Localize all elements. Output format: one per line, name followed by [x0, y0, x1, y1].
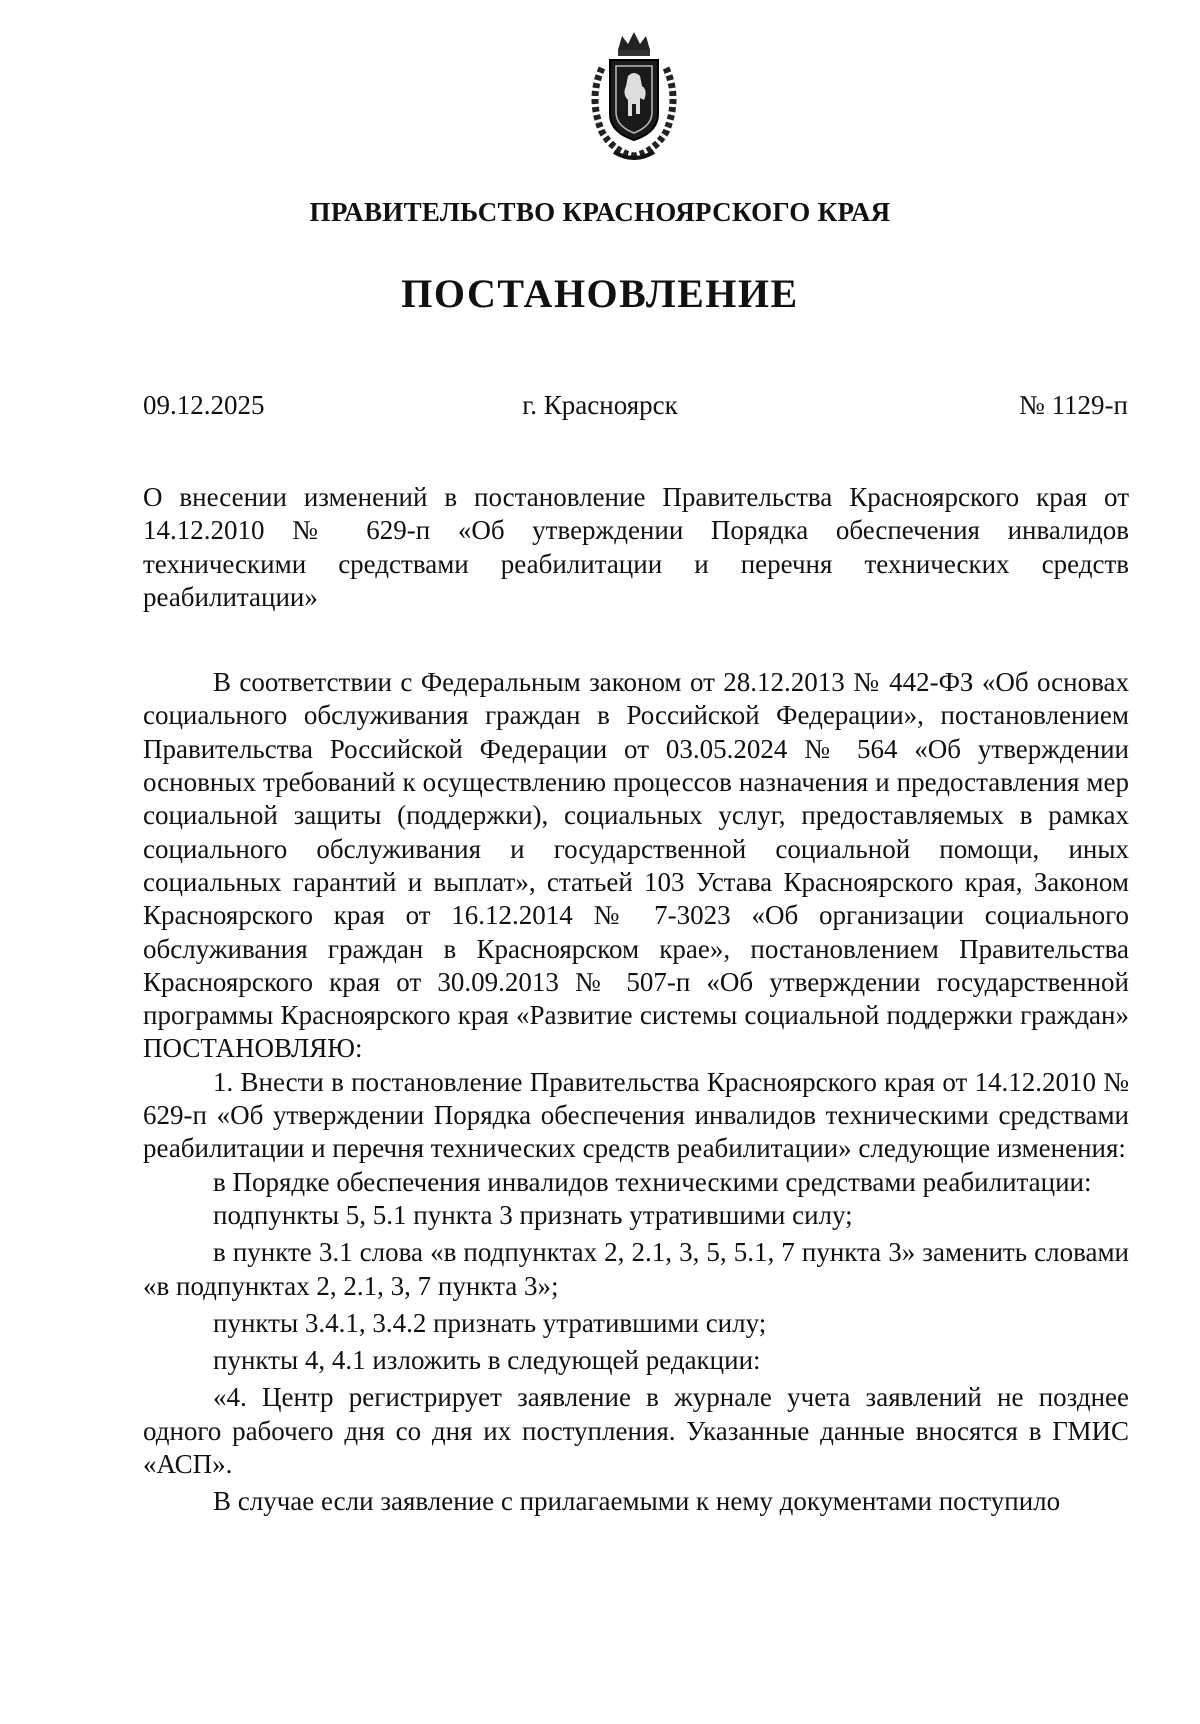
organization-name: ПРАВИТЕЛЬСТВО КРАСНОЯРСКОГО КРАЯ	[309, 197, 891, 227]
preamble-paragraph: В соответствии с Федеральным законом от 28.12.2013 № 442-ФЗ «Об основах социального обслуживания граждан в Российской Федерации», постановлением Правительства Российской Федерации от 03.05.2024 № 564 «Об утверждении основных требований к осуществлению процессов назначения и предоставления мер социальной защиты (поддержки), социальных услуг, предоставляемых в рамках социального обслуживания и государственной социальной помощи, иных социальных гарантий и выплат», статьей 103 Устава Красноярского края, Законом Красноярского края от 16.12.2014 № 7-3023 «Об организации социального обслуживания граждан в Красноярском крае», постановлением Правительства Красноярского края от 30.09.2013 № 507-п «Об утверждении государственной программы Красноярского края «Развитие системы социальной поддержки граждан» ПОСТАНОВЛЯЮ:	[143, 667, 1129, 1064]
coat-of-arms-emblem	[578, 28, 690, 168]
body-paragraph: 1. Внести в постановление Правительства Красноярского края от 14.12.2010 № 629-п «Об утверждении Порядка обеспечения инвалидов техническими средствами реабилитации и перечня технических средств реабилитации» следующие изменения:	[143, 1066, 1129, 1164]
document-city: г. Красноярск	[522, 390, 678, 420]
body-paragraph: пункты 4, 4.1 изложить в следующей редакции:	[213, 1345, 761, 1376]
body-paragraph: в пункте 3.1 слова «в подпунктах 2, 2.1, 3, 5, 5.1, 7 пункта 3» заменить словами «в подпунктах 2, 2.1, 3, 7 пункта 3»;	[143, 1237, 1129, 1301]
body-paragraph: «4. Центр регистрирует заявление в журнале учета заявлений не позднее одного рабочего дня со дня их поступления. Указанные данные вносятся в ГМИС «АСП».	[143, 1382, 1129, 1480]
document-number: № 1129-п	[1019, 390, 1128, 420]
body-paragraph: подпункты 5, 5.1 пункта 3 признать утратившими силу;	[213, 1199, 853, 1230]
document-title: О внесении изменений в постановление Правительства Красноярского края от 14.12.2010 № 629-п «Об утверждении Порядка обеспечения инвалидов техническими средствами реабилитации и перечня технических средств реабилитации»	[143, 482, 1129, 612]
document-content	[143, 481, 1129, 1519]
body-paragraph: пункты 3.4.1, 3.4.2 признать утратившими силу;	[213, 1307, 767, 1338]
document-type: ПОСТАНОВЛЕНИЕ	[401, 271, 799, 316]
body-paragraph: в Порядке обеспечения инвалидов техническими средствами реабилитации:	[213, 1166, 1092, 1197]
spacer	[143, 614, 1129, 666]
document-date: 09.12.2025	[143, 390, 265, 420]
body-paragraph: В случае если заявление с прилагаемыми к нему документами поступило	[213, 1486, 1061, 1517]
